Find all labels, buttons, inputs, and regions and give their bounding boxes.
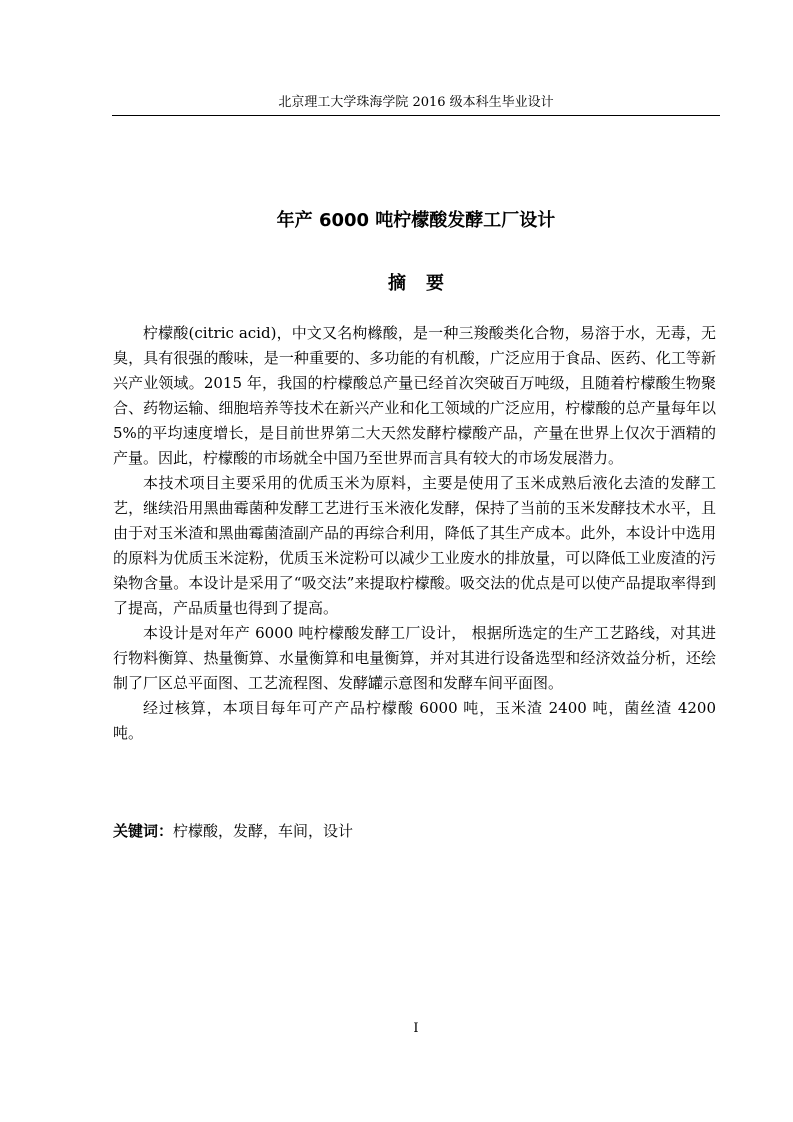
keywords-line [113, 819, 716, 844]
document-title: 年产 6000 吨柠檬酸发酵工厂设计 [276, 210, 556, 231]
abstract-heading: 摘要 [388, 273, 464, 294]
abstract-paragraph-3: 本设计是对年产 6000 吨柠檬酸发酵工厂设计， 根据所选定的生产工艺路线，对其进行物料衡算、热量衡算、水量衡算和电量衡算，并对其进行设备选型和经济效益分析，还绘制了厂区总平面图、工艺流程图、发酵罐示意图和发酵车间平面图。 [113, 624, 716, 692]
keywords-value: 柠檬酸，发酵，车间，设计 [173, 822, 354, 840]
abstract-paragraph-2: 本技术项目主要采用的优质玉米为原料，主要是使用了玉米成熟后液化去渣的发酵工艺，继续沿用黑曲霉菌种发酵工艺进行玉米液化发酵，保持了当前的玉米发酵技术水平，且由于对玉米渣和黑曲霉菌渣副产品的再综合利用，降低了其生产成本。此外，本设计中选用的原料为优质玉米淀粉，优质玉米淀粉可以减少工业废水的排放量，可以降低工业废渣的污染物含量。本设计是采用了“吸交法”来提取柠檬酸。吸交法的优点是可以使产品提取率得到了提高，产品质量也得到了提高。 [113, 474, 716, 617]
abstract-body [113, 321, 716, 746]
page-number: I [413, 1021, 419, 1036]
abstract-paragraph-4: 经过核算，本项目每年可产产品柠檬酸 6000 吨，玉米渣 2400 吨，菌丝渣 4200 吨。 [113, 699, 716, 742]
keywords-label: 关键词： [113, 822, 174, 840]
header-text: 北京理工大学珠海学院 2016 级本科生毕业设计 [278, 95, 554, 110]
abstract-paragraph-1: 柠檬酸(citric acid)，中文又名枸橼酸，是一种三羧酸类化合物，易溶于水，无毒，无臭，具有很强的酸味，是一种重要的、多功能的有机酸，广泛应用于食品、医药、化工等新兴产业领域。2015 年，我国的柠檬酸总产量已经首次突破百万吨级，且随着柠檬酸生物聚合、药物运输、细胞培养等技术在新兴产业和化工领域的广泛应用，柠檬酸的总产量每年以 5%的平均速度增长，是目前世界第二大天然发酵柠檬酸产品，产量在世界上仅次于酒精的产量。因此，柠檬酸的市场就全中国乃至世界而言具有较大的市场发展潜力。 [113, 324, 716, 467]
page-header [112, 93, 720, 116]
